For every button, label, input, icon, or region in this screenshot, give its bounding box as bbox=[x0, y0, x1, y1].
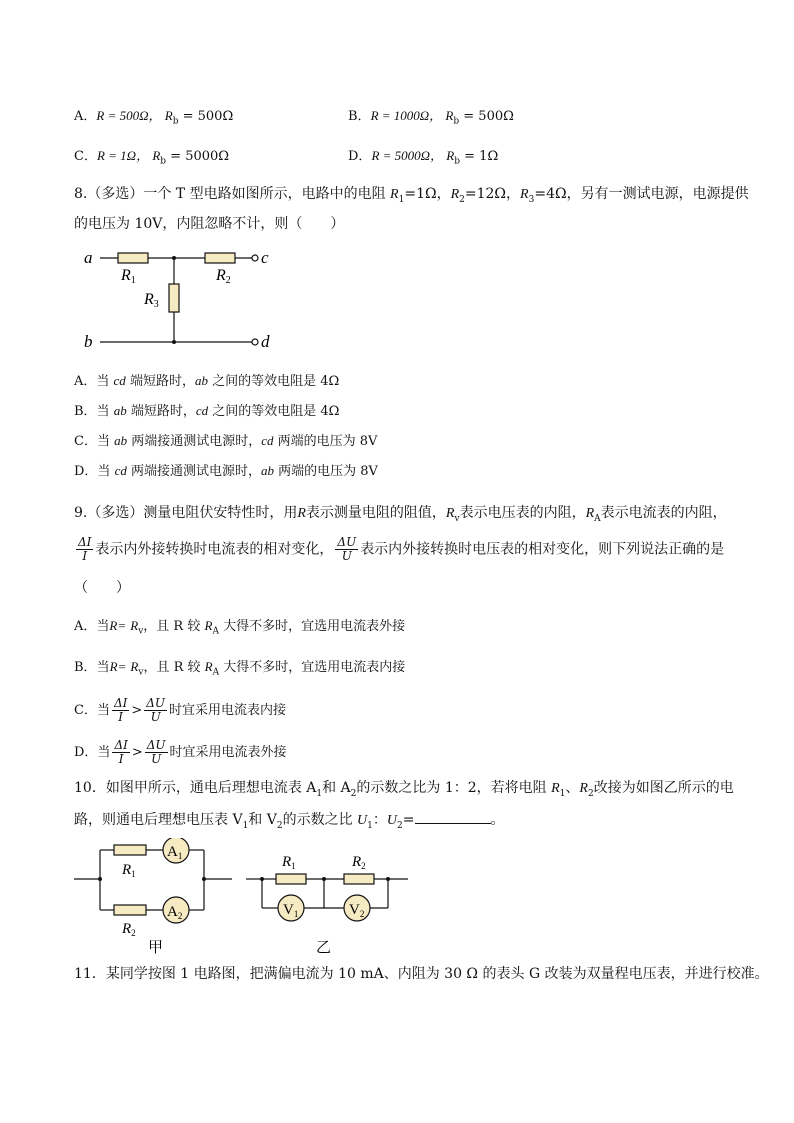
t-circuit-diagram bbox=[80, 244, 280, 354]
terminal-d-label: d bbox=[261, 332, 270, 351]
q9-option-a: A．当$R= R_v$，且 R 较 $R_A$ 大得不多时，宜选用电流表外接 bbox=[74, 618, 406, 637]
q7-option-b: B．R = 1000Ω， $R_b = 500\Omega$ bbox=[348, 108, 514, 127]
q8-option-c: C．当 ab 两端接通测试电源时，cd 两端的电压为 8V bbox=[74, 433, 378, 449]
q9-stem-line2: $\frac{\Delta I}{I}$ 表示内外接转换时电流表的相对变化， $\frac{\Delta U}{U}$ 表示内外接转换时电压表的相对变化，则下列说法正确的是 bbox=[78, 535, 725, 563]
r1-label-yi: $R_1$ bbox=[282, 854, 296, 871]
q11-stem: 11．某同学按图 1 电路图，把满偏电流为 10 mA、内阻为 30 Ω 的表头 G 改装为双量程电压表，并进行校准。 bbox=[74, 966, 769, 982]
q9-option-c: C．当 $\frac{\Delta I}{I}$ > $\frac{\Delta U}{U}$ 时宜采用电流表内接 bbox=[74, 696, 287, 724]
q9-stem-line3: （ ） bbox=[74, 580, 130, 596]
r2-label: R2 bbox=[216, 267, 231, 286]
r3-label: R3 bbox=[144, 291, 159, 310]
ammeter-a1-label: $A_1$ bbox=[167, 844, 183, 861]
q8-stem-line2: 的电压为 10V，内阻忽略不计，则（ ） bbox=[74, 216, 345, 232]
voltmeter-v1-label: $V_1$ bbox=[283, 902, 299, 919]
q10-stem-line1: 10．如图甲所示，通电后理想电流表 $A_1$和 $A_2$的示数之比为 1：2，若将电阻 $R_1$、$R_2$改接为如图乙所示的电 bbox=[74, 780, 734, 799]
q9-option-d: D．当 $\frac{\Delta I}{I}$ > $\frac{\Delta U}{U}$ 时宜采用电流表外接 bbox=[74, 738, 287, 766]
q7-option-a: A．R = 500Ω， $R_b = 500\Omega$ bbox=[74, 108, 234, 127]
terminal-a-label: a bbox=[84, 248, 93, 267]
terminal-c-label: c bbox=[261, 248, 269, 267]
voltmeter-v2-label: $V_2$ bbox=[349, 902, 365, 919]
fraction-delta-i-over-i: $\frac{\Delta I}{I}$ bbox=[78, 535, 92, 563]
q8-stem-line1: 8.（多选）一个 T 型电路如图所示，电路中的电阻 $R_1=1\Omega$，$R_2=12\Omega$，$R_3=4\Omega$，另有一测试电源，电源提供 bbox=[74, 186, 749, 205]
ammeter-a2-label: $A_2$ bbox=[167, 904, 183, 921]
answer-blank[interactable] bbox=[415, 809, 491, 824]
circuit-diagram-yi bbox=[244, 848, 414, 956]
r1-label: $R_1$ bbox=[122, 862, 136, 879]
q10-stem-line2: 路，则通电后理想电压表 $V_1$和 $V_2$的示数之比 $U_1$：$U_2=$ 。 bbox=[74, 809, 505, 836]
q7-option-c: C．R = 1Ω， $R_b = 5000\Omega$ bbox=[74, 148, 230, 167]
r1-label: R1 bbox=[121, 267, 136, 286]
terminal-b-label: b bbox=[84, 332, 93, 351]
q9-option-b: B．当$R= R_v$，且 R 较 $R_A$ 大得不多时，宜选用电流表内接 bbox=[74, 659, 406, 678]
q7-option-d: D．R = 5000Ω， $R_b = 1\Omega$ bbox=[348, 148, 499, 167]
q8-option-b: B．当 ab 端短路时，cd 之间的等效电阻是 4Ω bbox=[74, 403, 340, 419]
q8-option-a: A．当 cd 端短路时，ab 之间的等效电阻是 4Ω bbox=[74, 373, 340, 389]
r2-label: $R_2$ bbox=[122, 921, 136, 938]
q9-stem-line1: 9.（多选）测量电阻伏安特性时，用R表示测量电阻的阻值，$R_v$表示电压表的内阻，$R_A$表示电流表的内阻， bbox=[74, 505, 727, 524]
q8-option-d: D．当 cd 两端接通测试电源时，ab 两端的电压为 8V bbox=[74, 463, 378, 479]
figure-label-jia: 甲 bbox=[148, 940, 164, 956]
fraction-delta-u-over-u: $\frac{\Delta U}{U}$ bbox=[337, 535, 357, 563]
circuit-diagram-jia bbox=[72, 838, 242, 956]
r2-label-yi: $R_2$ bbox=[352, 854, 366, 871]
figure-label-yi: 乙 bbox=[316, 940, 332, 956]
